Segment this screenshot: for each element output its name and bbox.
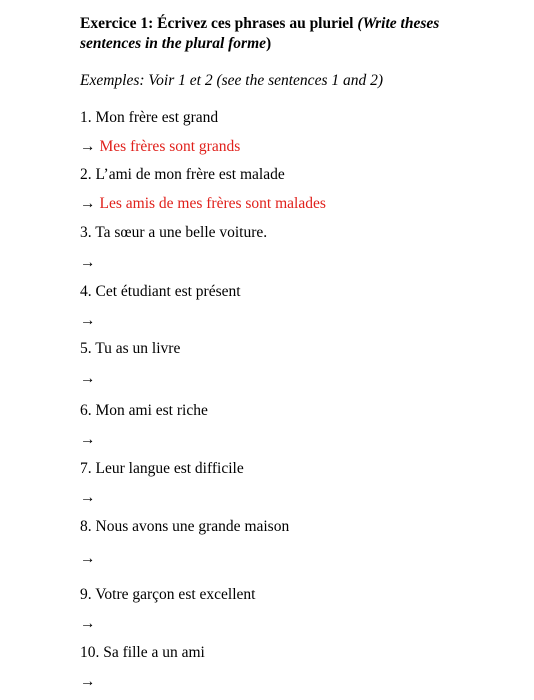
title-english: (Write theses sentences in the plural forme — [80, 15, 440, 52]
sentence-2: 2. L’ami de mon frère est malade — [80, 166, 285, 183]
answer-line-6 — [80, 430, 100, 450]
arrow-icon: → — [80, 138, 96, 155]
sentence-1: 1. Mon frère est grand — [80, 109, 219, 126]
title-close: ) — [266, 35, 272, 52]
answer-1: Mes frères sont grands — [99, 138, 241, 155]
arrow-icon: → — [80, 370, 96, 387]
arrow-icon: → — [80, 550, 96, 567]
arrow-icon: → — [80, 489, 96, 506]
sentence-7: 7. Leur langue est difficile — [80, 460, 244, 477]
answer-line-1 — [80, 137, 240, 157]
sentence-4: 4. Cet étudiant est présent — [80, 283, 241, 300]
answer-line-7 — [80, 488, 100, 508]
examples-note: Exemples: Voir 1 et 2 (see the sentences 1 and 2) — [80, 72, 384, 89]
answer-line-3 — [80, 253, 100, 273]
exercise-title — [80, 14, 500, 54]
sentence-10: 10. Sa fille a un ami — [80, 644, 205, 661]
arrow-icon: → — [80, 673, 96, 690]
arrow-icon: → — [80, 195, 96, 212]
answer-line-5 — [80, 369, 100, 389]
answer-line-2 — [80, 194, 326, 214]
title-french: Exercice 1: Écrivez ces phrases au pluriel — [80, 15, 358, 32]
arrow-icon: → — [80, 254, 96, 271]
answer-line-8 — [80, 549, 100, 569]
sentence-8: 8. Nous avons une grande maison — [80, 518, 290, 535]
arrow-icon: → — [80, 431, 96, 448]
answer-line-9 — [80, 614, 100, 634]
answer-2: Les amis de mes frères sont malades — [99, 195, 326, 212]
sentence-5: 5. Tu as un livre — [80, 340, 181, 357]
arrow-icon: → — [80, 312, 96, 329]
sentence-9: 9. Votre garçon est excellent — [80, 586, 256, 603]
sentence-3: 3. Ta sœur a une belle voiture. — [80, 224, 268, 241]
answer-line-4 — [80, 311, 100, 331]
arrow-icon: → — [80, 615, 96, 632]
answer-line-10 — [80, 672, 100, 692]
sentence-6: 6. Mon ami est riche — [80, 402, 208, 419]
